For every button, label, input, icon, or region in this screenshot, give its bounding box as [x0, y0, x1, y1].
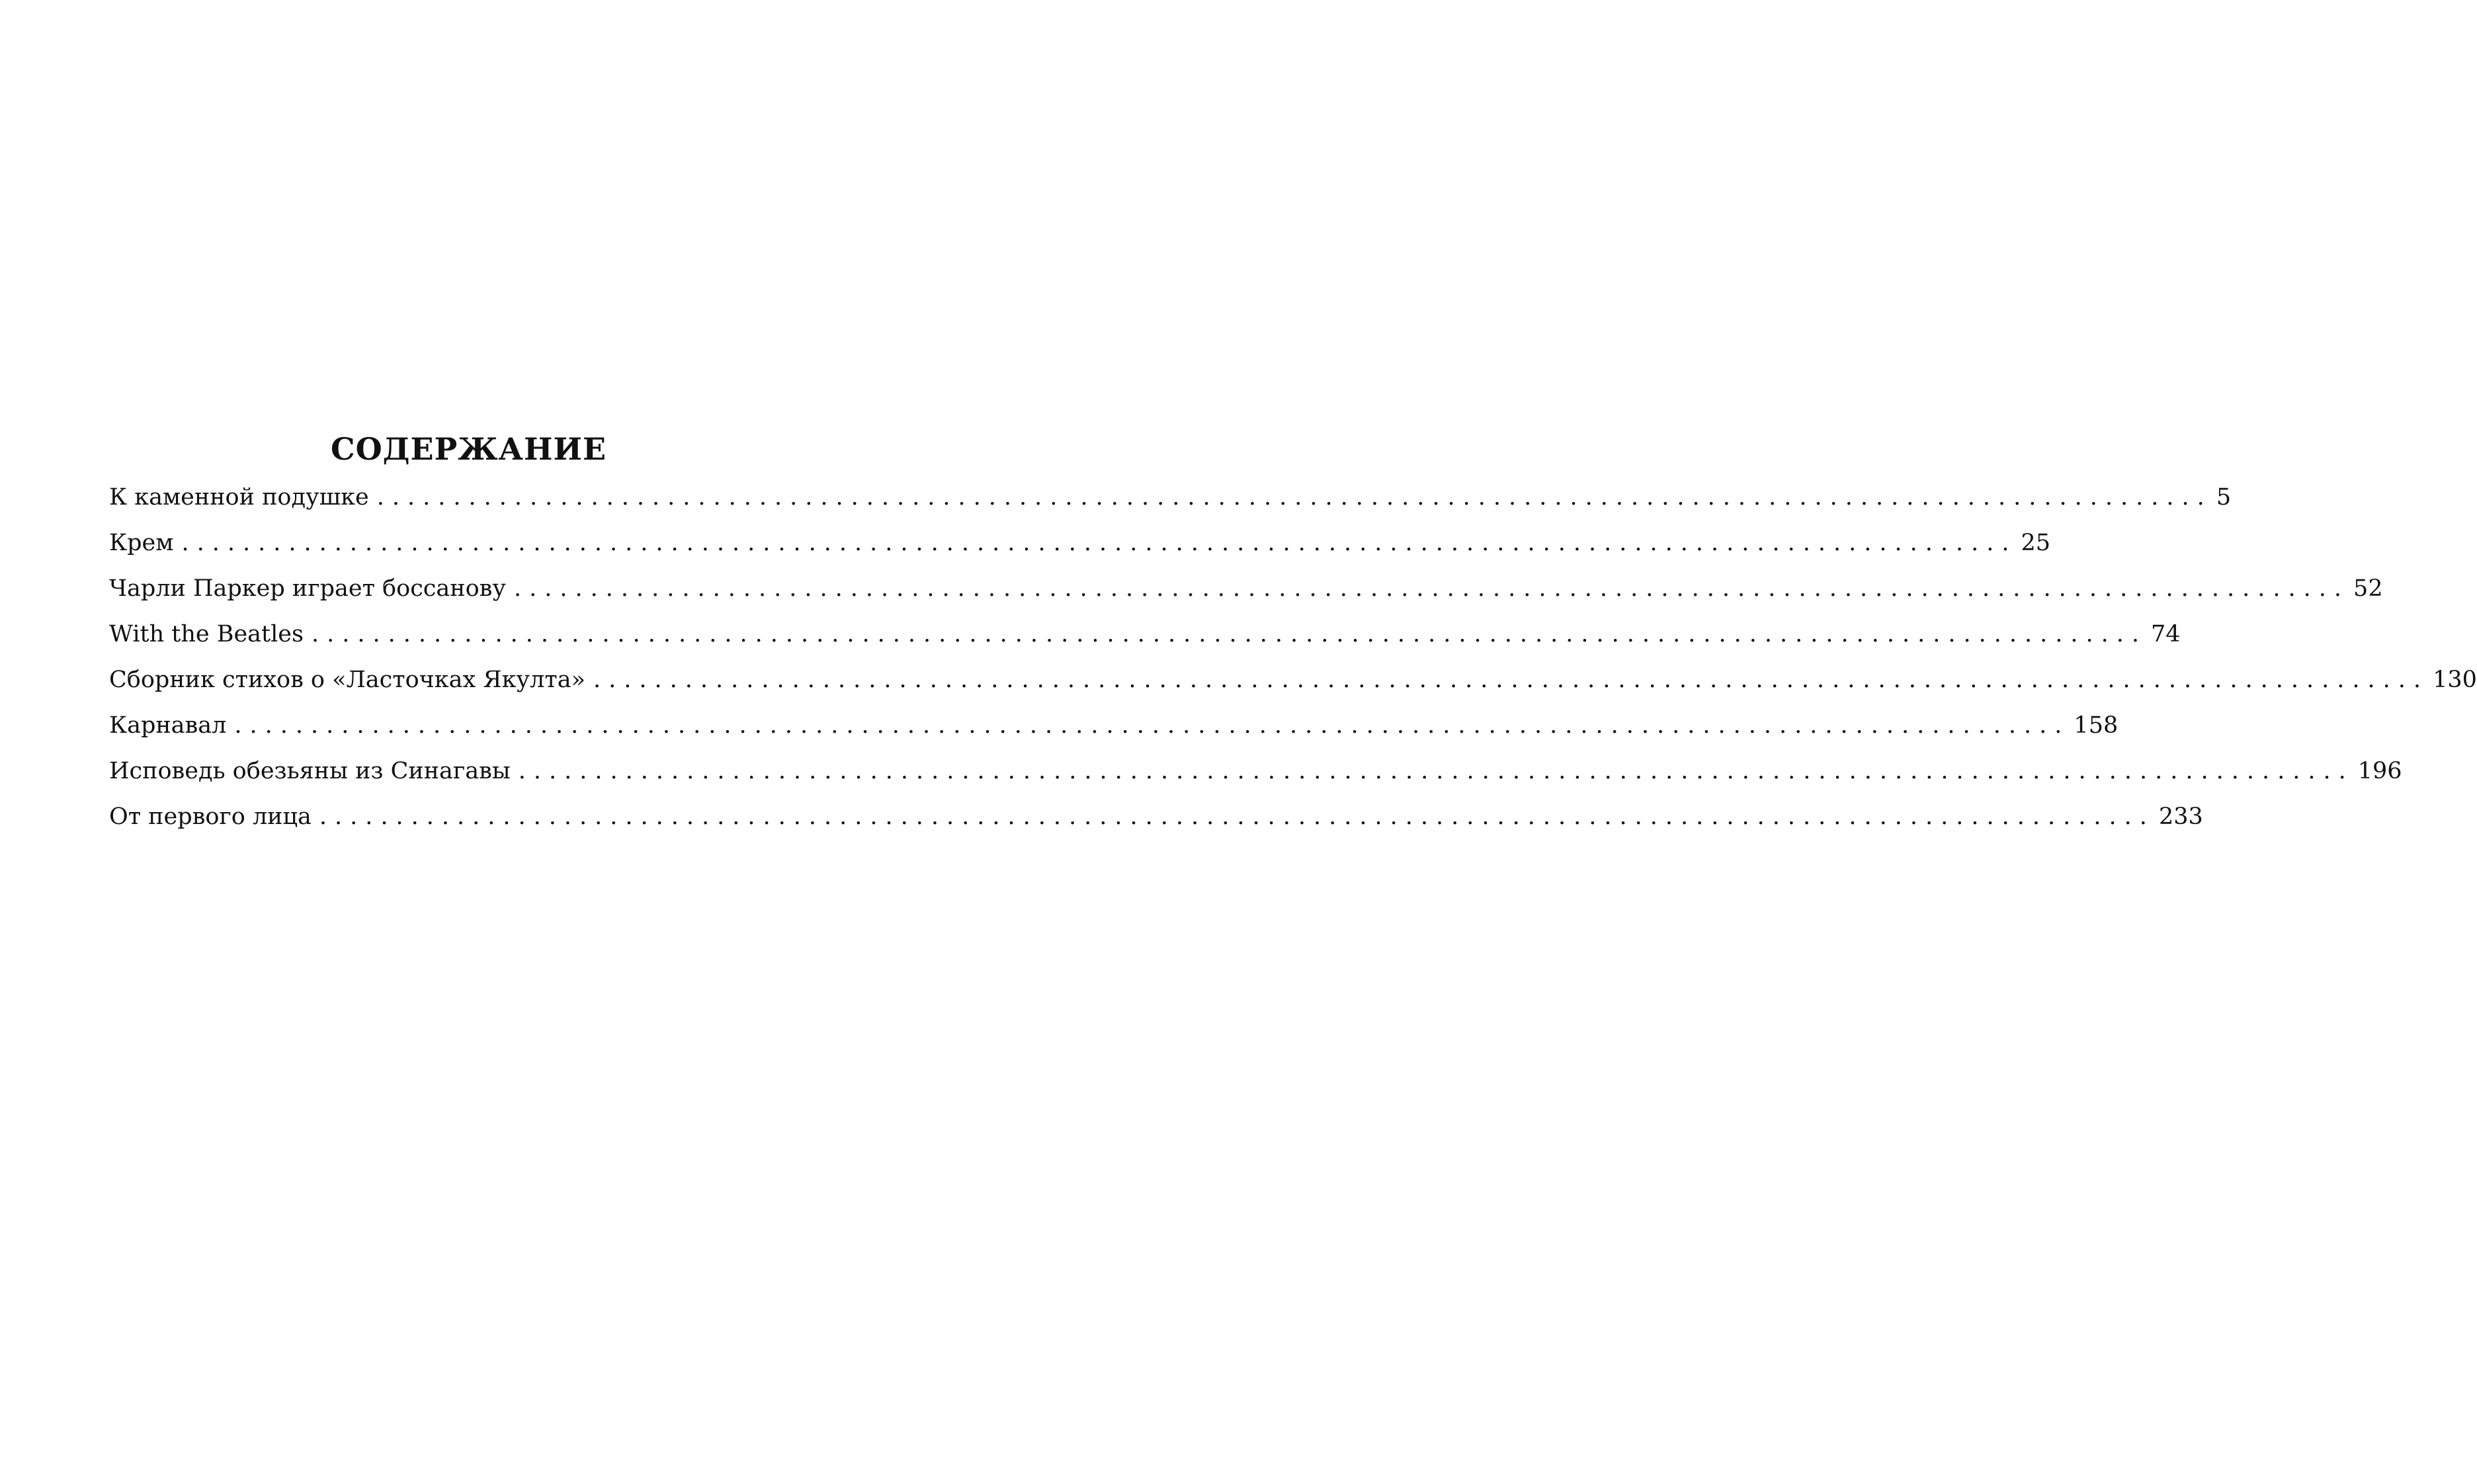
toc-entry-page: 130: [2433, 667, 2477, 693]
toc-entry-page: 5: [2216, 484, 2232, 511]
toc-leader-dots: ........................................................................................................................: [513, 575, 2350, 602]
toc-title: СОДЕРЖАНИЕ: [330, 431, 607, 467]
toc-entry: [109, 530, 2051, 577]
toc-entry-title: Сборник стихов о «Ласточках Якулта»: [109, 667, 585, 693]
toc-entry-title: Карнавал: [109, 712, 227, 739]
toc-entry-page: 233: [2158, 804, 2203, 830]
toc-leader-dots: ........................................................................................................................: [181, 530, 2017, 556]
toc-entry: [109, 758, 2402, 805]
toc-entry-page: 25: [2021, 530, 2051, 556]
toc-entry-title: Исповедь обезьяны из Синагавы: [109, 758, 511, 784]
toc-entry: [109, 575, 2383, 623]
table-of-contents: [109, 484, 2477, 851]
toc-entry-title: От первого лица: [109, 804, 312, 830]
toc-entry-title: Чарли Паркер играет боссанову: [109, 575, 506, 602]
toc-entry: [109, 621, 2181, 669]
toc-entry-title: With the Beatles: [109, 621, 304, 647]
toc-entry: [109, 712, 2119, 760]
toc-entry-title: Крем: [109, 530, 174, 556]
toc-entry: [109, 804, 2203, 851]
toc-leader-dots: ........................................................................................................................: [518, 758, 2354, 784]
toc-entry-title: К каменной подушке: [109, 484, 369, 511]
toc-entry-page: 52: [2353, 575, 2383, 602]
toc-leader-dots: ........................................................................................................................: [376, 484, 2212, 511]
toc-entry-page: 74: [2151, 621, 2181, 647]
toc-leader-dots: ........................................................................................................................: [319, 804, 2155, 830]
toc-leader-dots: ........................................................................................................................: [593, 667, 2429, 693]
toc-leader-dots: ........................................................................................................................: [234, 712, 2070, 739]
toc-leader-dots: ........................................................................................................................: [311, 621, 2148, 647]
toc-entry-page: 196: [2357, 758, 2402, 784]
toc-entry: [109, 667, 2477, 714]
toc-entry-page: 158: [2074, 712, 2119, 739]
toc-entry: [109, 484, 2232, 532]
